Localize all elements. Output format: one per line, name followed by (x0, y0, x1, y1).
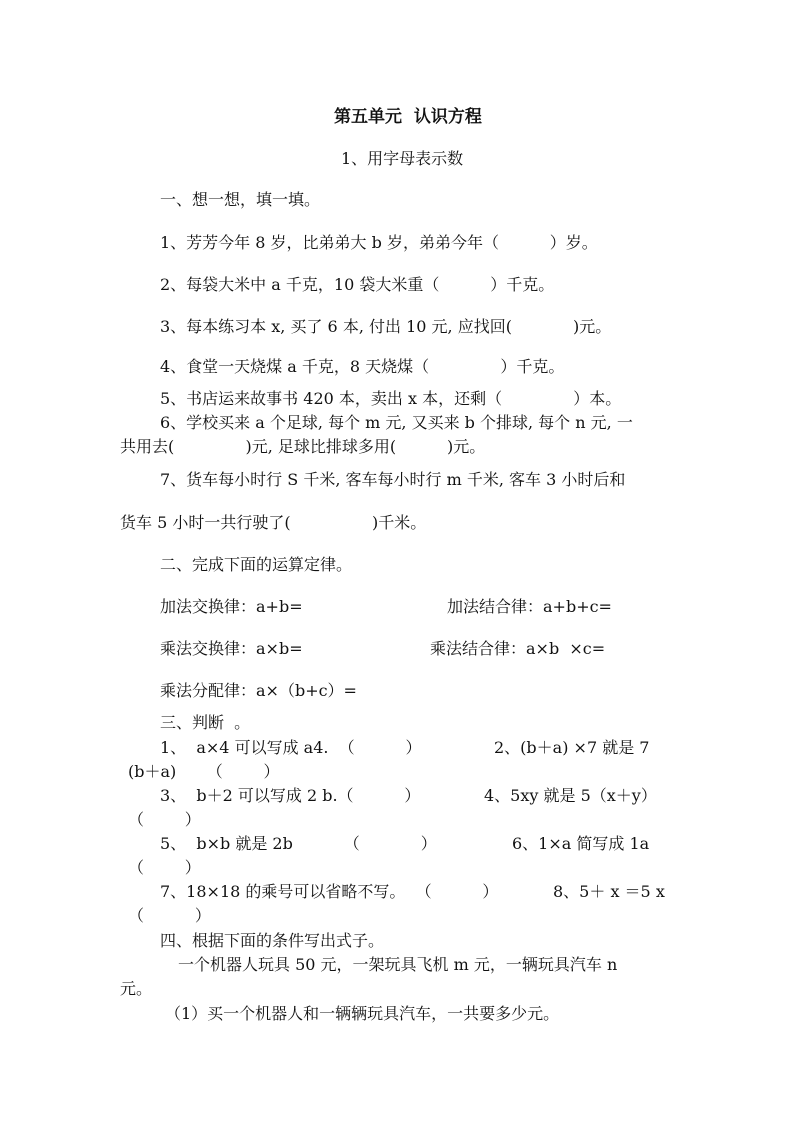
judge-item: 4、5xy 就是 5（x＋y） (484, 786, 657, 805)
law-line: 乘法交换律：a×b= (160, 639, 303, 658)
judge-item: 3、 b＋2 可以写成 2 b.（ ） (160, 786, 421, 805)
judge-item: （ ） (128, 906, 211, 925)
law-line: 乘法结合律：a×b ×c= (430, 639, 606, 658)
question-line: 6、学校买来 a 个足球, 每个 m 元, 又买来 b 个排球, 每个 n 元, 一 (160, 413, 633, 432)
problem-line: 元。 (120, 979, 153, 998)
question-line: 共用去( )元, 足球比排球多用( )元。 (120, 437, 486, 456)
judge-item: 6、1×a 简写成 1a (512, 834, 650, 853)
page-title: 第五单元 认识方程 (334, 107, 482, 127)
section-heading-4: 四、根据下面的条件写出式子。 (160, 931, 385, 950)
section-heading-2: 二、完成下面的运算定律。 (160, 555, 353, 574)
judge-item: 7、18×18 的乘号可以省略不写。 （ ） (160, 882, 499, 901)
question-line: 1、芳芳今年 8 岁，比弟弟大 b 岁，弟弟今年（ ）岁。 (160, 233, 598, 252)
judge-item: 5、 b×b 就是 2b （ ） (160, 834, 437, 853)
section-heading-1: 一、想一想，填一填。 (160, 190, 321, 209)
problem-line: （1）买一个机器人和一辆辆玩具汽车，一共要多少元。 (165, 1004, 560, 1023)
section-heading-3: 三、判断 。 (160, 713, 251, 732)
question-line: 4、食堂一天烧煤 a 千克，8 天烧煤（ ）千克。 (160, 357, 565, 376)
law-line: 乘法分配律：a×（b+c）= (160, 681, 357, 700)
law-line: 加法结合律：a+b+c= (447, 597, 612, 616)
question-line: 货车 5 小时一共行驶了( )千米。 (120, 513, 427, 532)
question-line: 7、货车每小时行 S 千米, 客车每小时行 m 千米, 客车 3 小时后和 (160, 470, 626, 489)
judge-item: (b＋a) （ ） (128, 762, 280, 781)
section-subtitle: 1、用字母表示数 (341, 149, 464, 168)
problem-line: 一个机器人玩具 50 元，一架玩具飞机 m 元，一辆玩具汽车 n (178, 955, 618, 974)
question-line: 5、书店运来故事书 420 本，卖出 x 本，还剩（ ）本。 (160, 389, 622, 408)
question-line: 2、每袋大米中 a 千克，10 袋大米重（ ）千克。 (160, 275, 555, 294)
judge-item: （ ） (128, 858, 201, 877)
judge-item: 2、(b＋a) ×7 就是 7 (494, 738, 650, 757)
judge-item: 8、5＋ x ＝5 x (553, 882, 665, 901)
judge-item: （ ） (128, 810, 201, 829)
law-line: 加法交换律：a+b= (160, 597, 303, 616)
judge-item: 1、 a×4 可以写成 a4. （ ） (160, 738, 422, 757)
question-line: 3、每本练习本 x, 买了 6 本, 付出 10 元, 应找回( )元。 (160, 317, 612, 336)
